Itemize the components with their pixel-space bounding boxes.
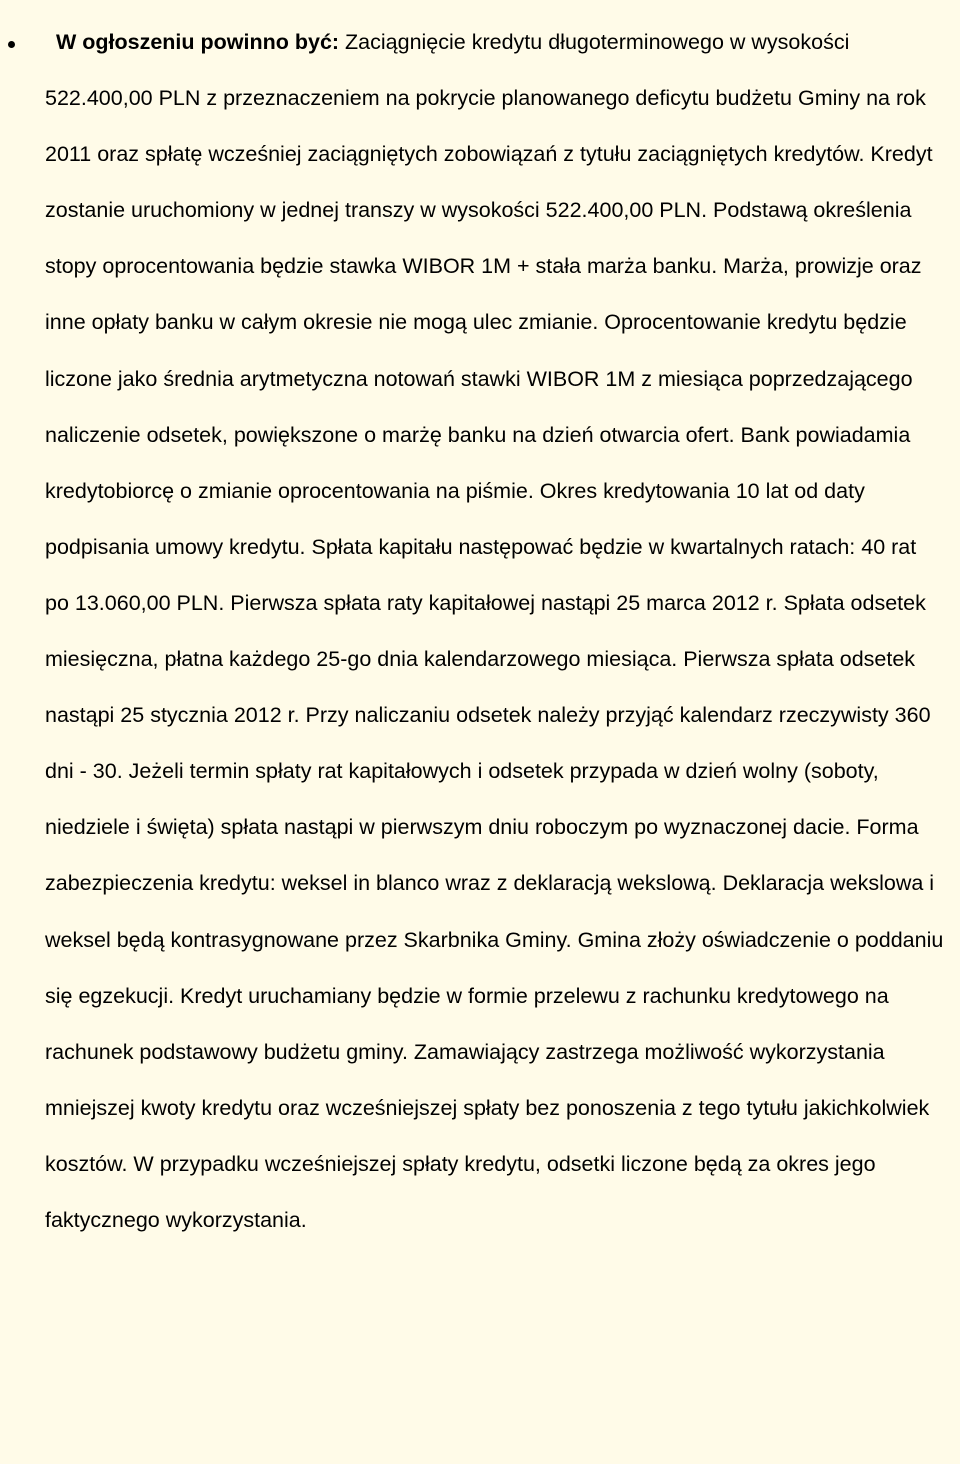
lead-label: W ogłoszeniu powinno być: xyxy=(56,30,340,54)
bullet-paragraph xyxy=(45,14,945,1248)
paragraph-text: Zaciągnięcie kredytu długoterminowego w wysokości 522.400,00 PLN z przeznaczeniem na pokrycie planowanego deficytu budżetu Gminy na rok 2011 oraz spłatę wcześniej zaciągniętych zobowiązań z tytułu zaciągniętych kredytów. Kredyt zostanie uruchomiony w jednej transzy w wysokości 522.400,00 PLN. Podstawą określenia stopy oprocentowania będzie stawka WIBOR 1M + stała marża banku. Marża, prowizje oraz inne opłaty banku w całym okresie nie mogą ulec zmianie. Oprocentowanie kredytu będzie liczone jako średnia arytmetyczna notowań stawki WIBOR 1M z miesiąca poprzedzającego naliczenie odsetek, powiększone o marżę banku na dzień otwarcia ofert. Bank powiadamia kredytobiorcę o zmianie oprocentowania na piśmie. Okres kredytowania 10 lat od daty podpisania umowy kredytu. Spłata kapitału następować będzie w kwartalnych ratach: 40 rat po 13.060,00 PLN. Pierwsza spłata raty kapitałowej nastąpi 25 marca 2012 r. Spłata odsetek miesięczna, płatna każdego 25-go dnia kalendarzowego miesiąca. Pierwsza spłata odsetek nastąpi 25 stycznia 2012 r. Przy naliczaniu odsetek należy przyjąć kalendarz rzeczywisty 360 dni - 30. Jeżeli termin spłaty rat kapitałowych i odsetek przypada w dzień wolny (soboty, niedziele i święta) spłata nastąpi w pierwszym dniu roboczym po wyznaczonej dacie. Forma zabezpieczenia kredytu: weksel in blanco wraz z deklaracją wekslową. Deklaracja wekslowa i weksel będą kontrasygnowane przez Skarbnika Gminy. Gmina złoży oświadczenie o poddaniu się egzekucji. Kredyt uruchamiany będzie w formie przelewu z rachunku kredytowego na rachunek podstawowy budżetu gminy. Zamawiający zastrzega możliwość wykorzystania mniejszej kwoty kredytu oraz wcześniejszej spłaty bez ponoszenia z tego tytułu jakichkolwiek kosztów. W przypadku wcześniejszej spłaty kredytu, odsetki liczone będą za okres jego faktycznego wykorzystania. xyxy=(45,30,944,1232)
bullet-icon xyxy=(8,41,15,48)
